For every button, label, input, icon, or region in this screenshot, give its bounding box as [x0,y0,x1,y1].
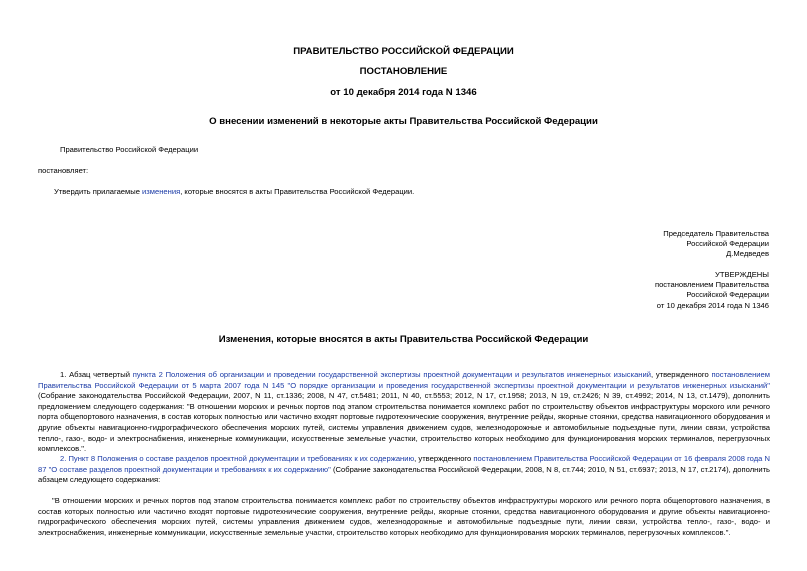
preamble-line-1: Правительство Российской Федерации [60,145,199,154]
signature-role: Председатель Правительства [663,229,769,238]
change-item-1 [38,370,770,455]
item1-text-3: (Собрание законодательства Российской Федерации, 2007, N 11, ст.1336; 2008, N 47, ст.5481; 2011, N 40, ст.5553; 2012, N 17, ст.1958; 2013, N 19, ст.2426; N 39, ст.4992; 2014, N 13, ст.1479), дополнить предложением следующего содержания: "В отношении морских и речных портов под этапом строительства понимается комплекс работ по строительству объектов инфраструктуры морского или речного порта общепортового назначения, в состав которых полностью или частично входят портовые гидротехнические сооружения, внутренние рейды, якорные стоянки, средства навигационного оборудования и другие объекты навигационно-гидрографического обеспечения морских путей, системы управления движением судов, железнодорожные и автомобильные подъездные пути, линии связи, устройства тепло-, газо-, водо- и электроснабжения, инженерные коммуникации, искусственные земельные участки, строительство которых необходимо для функционирования морских терминалов, перегрузочных комплексов.". [38,391,770,454]
approval-date: от 10 декабря 2014 года N 1346 [656,300,769,310]
item2-text-1: , утвержденного [414,454,474,463]
document-title: О внесении изменений в некоторые акты Правительства Российской Федерации [209,116,598,127]
preamble-line-2: постановляет: [38,166,89,175]
change-item-2 [38,454,770,486]
quoted-paragraph: "В отношении морских и речных портов под этапом строительства понимается комплекс работ по строительству объектов инфраструктуры морского или речного порта общепортового назначения, в состав которых полностью или частично входят портовые гидротехнические сооружения, внутренние рейды, якорные стоянки, средства навигационного оборудования и другие объекты навигационно-гидрографического обеспечения морских путей, системы управления движением судов, железнодорожные и автомобильные подъездные пути, линии связи, устройства тепло-, газо-, водо- и электроснабжения, инженерные коммуникации, искусственные земельные участки, строительство которых необходимо для функционирования морских терминалов, перегрузочных комплексов.". [38,496,770,537]
item2-text-2: (Собрание законодательства Российской Федерации, 2008, N 8, ст.744; 2010, N 51, ст.6937; 2013, N 17, ст.2174), дополнить абзацем следующего содержания: [38,464,770,485]
item1-link-resolution[interactable]: постановлением Правительства Российской Федерации от 5 марта 2007 года N 145 "О порядке организации и проведения государственной экспертизы проектной документации и результатов инженерных изысканий" [38,370,770,390]
item1-link-regulation[interactable]: пункта 2 Положения об организации и проведении государственной экспертизы проектной документации и результатов инженерных изысканий [132,370,651,379]
signature-block [663,229,769,260]
approval-heading: УТВЕРЖДЕНЫ [715,270,769,279]
approval-block [655,270,769,311]
changes-title: Изменения, которые вносятся в акты Правительства Российской Федерации [218,334,589,345]
item1-text-1: 1. Абзац четвертый [60,370,133,379]
preamble-text: Утвердить прилагаемые [54,187,143,196]
approval-line-3: Российской Федерации [686,290,769,300]
document-type: ПОСТАНОВЛЕНИЕ [359,66,448,77]
changes-link[interactable]: изменения [142,187,181,196]
approval-line-2: постановлением Правительства [654,280,769,290]
government-heading: ПРАВИТЕЛЬСТВО РОССИЙСКОЙ ФЕДЕРАЦИИ [293,46,514,57]
signature-country: Российской Федерации [686,239,769,249]
item1-text-2: , утвержденного [650,370,712,379]
preamble-line-3 [54,187,414,197]
preamble-text-end: , которые вносятся в акты Правительства Российской Федерации. [180,187,415,196]
item2-link-regulation[interactable]: 2. Пункт 8 Положения о составе разделов проектной документации и требованиях к их содержанию [60,454,415,463]
item2-link-resolution[interactable]: постановлением Правительства Российской Федерации от 16 февраля 2008 года N 87 "О составе разделов проектной документации и требованиях к их содержанию" [38,454,770,474]
signature-name: Д.Медведев [726,249,769,259]
document-date: от 10 декабря 2014 года N 1346 [330,87,477,98]
